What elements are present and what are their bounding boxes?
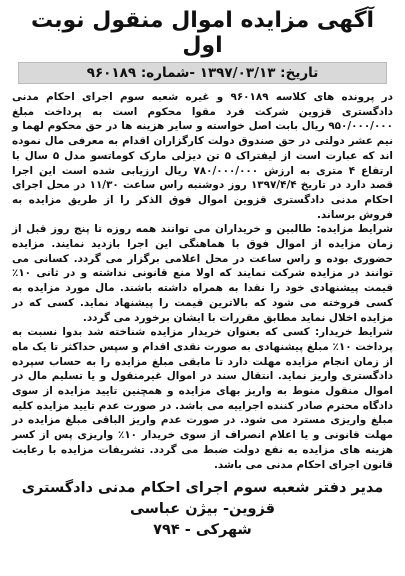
signature-line: مدیر دفتر شعبه سوم اجرای احکام مدنی دادگستری قزوین- بیژن عباسی [21, 480, 384, 518]
notice-body [12, 90, 393, 472]
paragraph-auction-conditions: شرایط مزایده: طالبین و خریداران می توانند همه روزه تا پنج روز قبل از زمان مزایده از اموال فوق با هماهنگی این اجرا بازدید نمایند. مزایده حضوری بوده و راس ساعت در محل اعلامی برگزار می گردد. کسانی می توانند در مزایده شرکت نمایند که اولا منع قانونی نداشته و در ثانی ۱۰٪ قیمت پیشنهادی خود را نقدا به همراه داشته باشند. مال مورد مزایده به کسی فروخته می شود که بالاترین قیمت را پیشنهاد نماید. کسی که در مزایده اخلال نماید مطابق مقررات با ایشان برخورد می گردد. [12, 223, 393, 324]
publication-code: شهرکی - ۷۹۴ [153, 522, 252, 539]
date-number-band: تاریخ: ۱۳۹۷/۰۳/۱۳ -شماره: ۹۶۰۱۸۹ [18, 62, 387, 84]
paragraph-buyer-conditions: شرایط خریدار: کسی که بعنوان خریدار مزایده شناخته شد بدوا نسبت به پرداخت ۱۰٪ مبلغ پیشنهادی به صورت نقدی اقدام و سپس حداکثر تا یک ماه از زمان انجام مزایده مهلت دارد تا مابقی مبلغ مزایده را به حساب سپرده دادگستری واریز نماید. انتقال سند در اموال غیرمنقول و یا تسلیم مال در اموال منقول منوط به واریز بهای مزایده و همچنین تایید مزایده از سوی دادگاه محترم صادر کننده اجراییه می باشد. در صورت عدم تایید مزایده کلیه مبلغ واریزی مسترد می شود. در صورت عدم واریز الباقی مبلغ مزایده در مهلت قانونی و یا اعلام انصراف از سوی خریدار ۱۰٪ واریزی پس از کسر هزینه های مزایده به نفع دولت ضبط می گردد. تشریفات مزایده با رعایت قانون اجرای احکام مدنی می باشد. [12, 326, 393, 471]
paragraph-case-details: در پرونده های کلاسه ۹۶۰۱۸۹ و غیره شعبه سوم اجرای احکام مدنی دادگستری قزوین شرکت فرد مقوا محکوم است به پرداخت مبلغ ۹۵۰/۰۰۰/۰۰۰ ریال بابت اصل خواسته و سایر هزینه ها در حق محکوم لهما و نیم عشر دولتی در حق صندوق دولت کارگزاران اقدام به معرفی مال نموده اند که عبارت است از لیفتراک ۵ تن دیزلی مارک کوماتسو مدل ۵ سال با ارتفاع ۴ متری به ارزش ۷۸۰/۰۰۰/۰۰۰ ریال ارزیابی شده است این اجرا قصد دارد در تاریخ ۱۳۹۷/۴/۴ روز دوشنبه راس ساعت ۱۱/۳۰ در محل اجرای احکام مدنی دادگستری قزوین اموال فوق الذکر را از طریق مزایده به فروش برساند. [12, 91, 393, 221]
signature-block [12, 478, 393, 541]
notice-title: آگهی مزایده اموال منقول نوبت اول [30, 8, 375, 58]
